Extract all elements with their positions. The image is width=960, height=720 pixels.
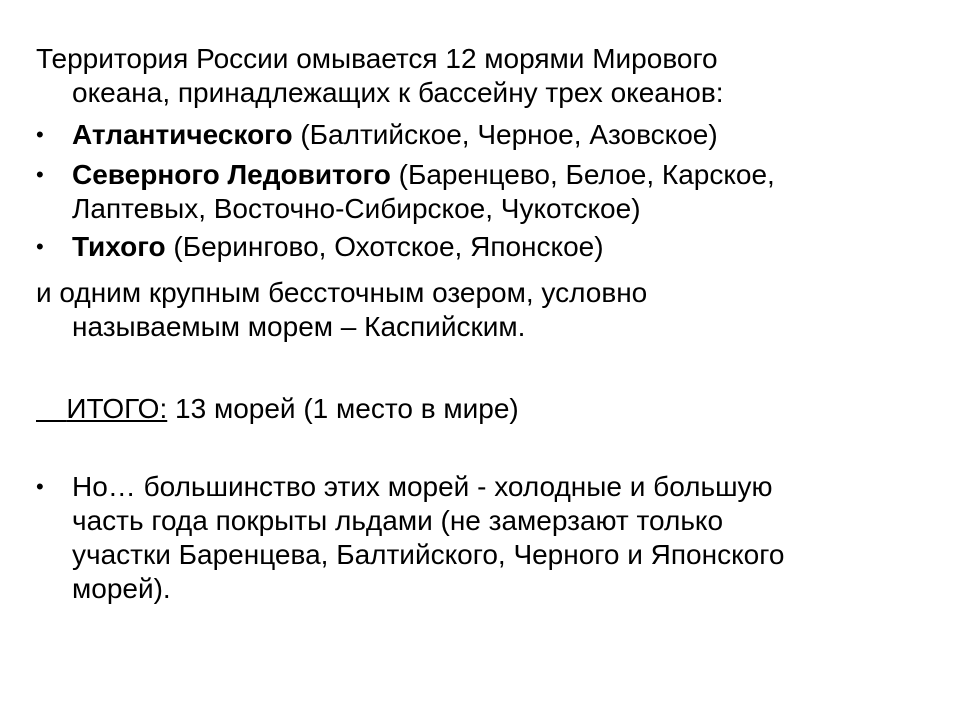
- note-line-4: морей).: [72, 573, 171, 604]
- intro-line-2: океана, принадлежащих к бассейну трех океанов:: [72, 77, 724, 108]
- note-line-1: Но… большинство этих морей - холодные и большую: [72, 471, 773, 502]
- intro-line-1: Территория России омывается 12 морями Мирового: [36, 43, 718, 74]
- note-line-2: часть года покрыты льдами (не замерзают только: [72, 505, 724, 536]
- ocean-name: Атлантического: [72, 119, 293, 150]
- bullet-icon: •: [36, 162, 44, 187]
- ocean-seas: (Балтийское, Черное, Азовское): [292, 119, 718, 150]
- note-line-3: участки Баренцева, Балтийского, Черного и Японского: [72, 539, 785, 570]
- bullet-icon: •: [36, 234, 44, 259]
- caspian-line-2: называемым морем – Каспийским.: [72, 311, 526, 342]
- total-label: [36, 393, 167, 424]
- caspian-paragraph: [0, 276, 960, 344]
- intro-paragraph: [0, 42, 960, 110]
- ocean-item-pacific: [0, 230, 960, 264]
- total-label-text: ИТОГО:: [66, 393, 168, 424]
- total-value: 13 морей (1 место в мире): [167, 393, 519, 424]
- ocean-item-atlantic: [0, 118, 960, 152]
- ocean-name: Тихого: [72, 231, 166, 262]
- note-item: [0, 470, 960, 606]
- caspian-line-1: и одним крупным бессточным озером, условно: [36, 277, 648, 308]
- total-line: [0, 392, 960, 426]
- ocean-name: Северного Ледовитого: [72, 159, 391, 190]
- bullet-icon: •: [36, 122, 44, 147]
- ocean-seas-continued: Лаптевых, Восточно-Сибирское, Чукотское): [72, 193, 641, 224]
- ocean-item-arctic: [0, 158, 960, 226]
- ocean-seas: (Баренцево, Белое, Карское,: [390, 159, 775, 190]
- bullet-icon: •: [36, 474, 44, 499]
- ocean-seas: (Берингово, Охотское, Японское): [165, 231, 604, 262]
